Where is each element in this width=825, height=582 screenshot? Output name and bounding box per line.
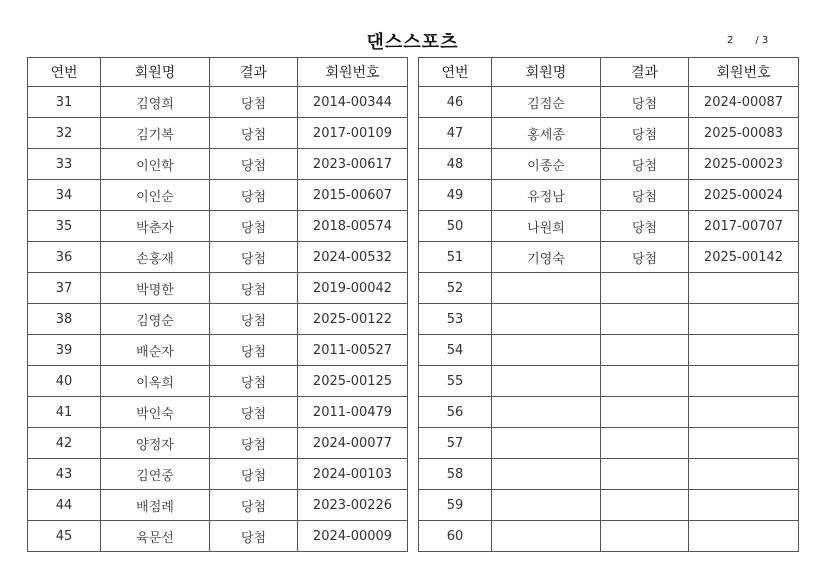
cell-result <box>601 459 689 490</box>
cell-serial: 50 <box>419 211 492 242</box>
cell-member-name: 홍세종 <box>492 118 601 149</box>
cell-member-number <box>689 521 799 552</box>
cell-member-number <box>689 397 799 428</box>
header-result: 결과 <box>601 58 689 87</box>
cell-serial: 38 <box>28 304 101 335</box>
cell-member-number: 2025-00083 <box>689 118 799 149</box>
table-row <box>419 118 799 149</box>
table-row <box>28 87 408 118</box>
cell-member-name <box>492 304 601 335</box>
cell-member-number: 2024-00009 <box>298 521 408 552</box>
table-row <box>419 428 799 459</box>
cell-member-number: 2018-00574 <box>298 211 408 242</box>
cell-result <box>601 428 689 459</box>
cell-serial: 44 <box>28 490 101 521</box>
table-row <box>419 366 799 397</box>
cell-member-name <box>492 428 601 459</box>
table-row <box>28 211 408 242</box>
table-row <box>419 273 799 304</box>
cell-serial: 40 <box>28 366 101 397</box>
table-row <box>28 490 408 521</box>
cell-member-number: 2024-00103 <box>298 459 408 490</box>
cell-member-number: 2011-00527 <box>298 335 408 366</box>
cell-member-name: 김연중 <box>101 459 210 490</box>
cell-member-number: 2014-00344 <box>298 87 408 118</box>
cell-member-name: 박춘자 <box>101 211 210 242</box>
table-row <box>28 118 408 149</box>
cell-member-number: 2025-00122 <box>298 304 408 335</box>
table-row <box>419 490 799 521</box>
table-row <box>419 304 799 335</box>
table-row <box>419 211 799 242</box>
member-table-left <box>27 57 408 552</box>
cell-member-number: 2024-00532 <box>298 242 408 273</box>
cell-result: 당첨 <box>210 335 298 366</box>
cell-serial: 41 <box>28 397 101 428</box>
header-member-name: 회원명 <box>101 58 210 87</box>
cell-serial: 46 <box>419 87 492 118</box>
cell-serial: 55 <box>419 366 492 397</box>
cell-member-name: 박명한 <box>101 273 210 304</box>
page-total: / 3 <box>755 35 769 46</box>
cell-serial: 47 <box>419 118 492 149</box>
table-row <box>28 335 408 366</box>
cell-serial: 58 <box>419 459 492 490</box>
cell-result: 당첨 <box>601 211 689 242</box>
header-result: 결과 <box>210 58 298 87</box>
cell-result: 당첨 <box>210 273 298 304</box>
cell-serial: 45 <box>28 521 101 552</box>
table-row <box>419 397 799 428</box>
cell-result: 당첨 <box>601 118 689 149</box>
cell-serial: 42 <box>28 428 101 459</box>
table-row <box>28 149 408 180</box>
cell-result: 당첨 <box>210 180 298 211</box>
cell-result: 당첨 <box>210 459 298 490</box>
cell-member-name: 나원희 <box>492 211 601 242</box>
table-row <box>28 180 408 211</box>
cell-serial: 54 <box>419 335 492 366</box>
cell-member-name: 기영숙 <box>492 242 601 273</box>
cell-member-number <box>689 304 799 335</box>
table-row <box>28 242 408 273</box>
table-row <box>419 242 799 273</box>
cell-member-number: 2024-00087 <box>689 87 799 118</box>
cell-member-name <box>492 397 601 428</box>
cell-member-number: 2023-00226 <box>298 490 408 521</box>
cell-member-number <box>689 366 799 397</box>
table-row <box>28 397 408 428</box>
cell-serial: 52 <box>419 273 492 304</box>
table-row <box>419 335 799 366</box>
cell-serial: 31 <box>28 87 101 118</box>
table-row <box>28 428 408 459</box>
header-member-number: 회원번호 <box>298 58 408 87</box>
header-member-number: 회원번호 <box>689 58 799 87</box>
cell-serial: 43 <box>28 459 101 490</box>
document-title: 댄스스포츠 <box>366 32 459 53</box>
cell-member-name <box>492 273 601 304</box>
cell-result <box>601 304 689 335</box>
cell-member-name: 이인학 <box>101 149 210 180</box>
cell-serial: 57 <box>419 428 492 459</box>
cell-result: 당첨 <box>601 149 689 180</box>
cell-member-name <box>492 521 601 552</box>
table-row <box>28 304 408 335</box>
cell-serial: 59 <box>419 490 492 521</box>
cell-result: 당첨 <box>210 397 298 428</box>
cell-member-name <box>492 459 601 490</box>
cell-member-name: 이옥희 <box>101 366 210 397</box>
cell-serial: 36 <box>28 242 101 273</box>
cell-result: 당첨 <box>210 149 298 180</box>
cell-member-number: 2024-00077 <box>298 428 408 459</box>
table-row <box>419 87 799 118</box>
cell-member-number <box>689 273 799 304</box>
cell-result: 당첨 <box>210 242 298 273</box>
table-row <box>28 459 408 490</box>
cell-member-number: 2025-00023 <box>689 149 799 180</box>
header-member-name: 회원명 <box>492 58 601 87</box>
header-row <box>28 58 408 87</box>
cell-member-number <box>689 335 799 366</box>
table-row <box>28 273 408 304</box>
cell-result <box>601 366 689 397</box>
cell-member-name: 양정자 <box>101 428 210 459</box>
cell-member-name: 이종순 <box>492 149 601 180</box>
table-row <box>419 521 799 552</box>
cell-member-name <box>492 490 601 521</box>
cell-serial: 32 <box>28 118 101 149</box>
cell-result: 당첨 <box>210 87 298 118</box>
cell-serial: 34 <box>28 180 101 211</box>
cell-result: 당첨 <box>601 242 689 273</box>
cell-member-name: 배순자 <box>101 335 210 366</box>
cell-serial: 33 <box>28 149 101 180</box>
cell-member-name: 김영순 <box>101 304 210 335</box>
table-row <box>28 521 408 552</box>
cell-member-name: 박인숙 <box>101 397 210 428</box>
cell-member-number: 2017-00707 <box>689 211 799 242</box>
header-serial: 연번 <box>419 58 492 87</box>
header-row <box>419 58 799 87</box>
cell-member-number: 2017-00109 <box>298 118 408 149</box>
cell-member-name: 육문선 <box>101 521 210 552</box>
cell-serial: 37 <box>28 273 101 304</box>
cell-serial: 49 <box>419 180 492 211</box>
cell-result <box>601 397 689 428</box>
table-row <box>419 459 799 490</box>
cell-member-name: 김기복 <box>101 118 210 149</box>
table-row <box>419 149 799 180</box>
cell-member-number <box>689 490 799 521</box>
cell-member-name: 김점순 <box>492 87 601 118</box>
cell-result <box>601 490 689 521</box>
cell-result <box>601 521 689 552</box>
cell-member-number: 2025-00142 <box>689 242 799 273</box>
cell-member-number <box>689 428 799 459</box>
cell-member-number: 2015-00607 <box>298 180 408 211</box>
cell-result: 당첨 <box>601 87 689 118</box>
cell-result: 당첨 <box>601 180 689 211</box>
cell-member-number: 2011-00479 <box>298 397 408 428</box>
table-row <box>28 366 408 397</box>
cell-serial: 60 <box>419 521 492 552</box>
member-table-right <box>418 57 799 552</box>
cell-serial: 56 <box>419 397 492 428</box>
cell-member-name <box>492 366 601 397</box>
cell-member-number: 2025-00024 <box>689 180 799 211</box>
cell-result <box>601 273 689 304</box>
cell-member-number <box>689 459 799 490</box>
cell-member-name: 손홍재 <box>101 242 210 273</box>
cell-member-name: 이인순 <box>101 180 210 211</box>
cell-result: 당첨 <box>210 366 298 397</box>
cell-member-name: 배점례 <box>101 490 210 521</box>
cell-member-name: 유정남 <box>492 180 601 211</box>
page-current: 2 <box>727 35 734 46</box>
cell-member-number: 2025-00125 <box>298 366 408 397</box>
header-serial: 연번 <box>28 58 101 87</box>
cell-serial: 35 <box>28 211 101 242</box>
cell-result <box>601 335 689 366</box>
cell-result: 당첨 <box>210 428 298 459</box>
cell-member-name <box>492 335 601 366</box>
cell-member-number: 2019-00042 <box>298 273 408 304</box>
cell-result: 당첨 <box>210 118 298 149</box>
cell-result: 당첨 <box>210 521 298 552</box>
page-indicator <box>727 35 768 46</box>
cell-serial: 53 <box>419 304 492 335</box>
cell-result: 당첨 <box>210 304 298 335</box>
cell-result: 당첨 <box>210 211 298 242</box>
cell-member-number: 2023-00617 <box>298 149 408 180</box>
cell-serial: 48 <box>419 149 492 180</box>
cell-result: 당첨 <box>210 490 298 521</box>
cell-serial: 39 <box>28 335 101 366</box>
cell-serial: 51 <box>419 242 492 273</box>
cell-member-name: 김영희 <box>101 87 210 118</box>
table-row <box>419 180 799 211</box>
